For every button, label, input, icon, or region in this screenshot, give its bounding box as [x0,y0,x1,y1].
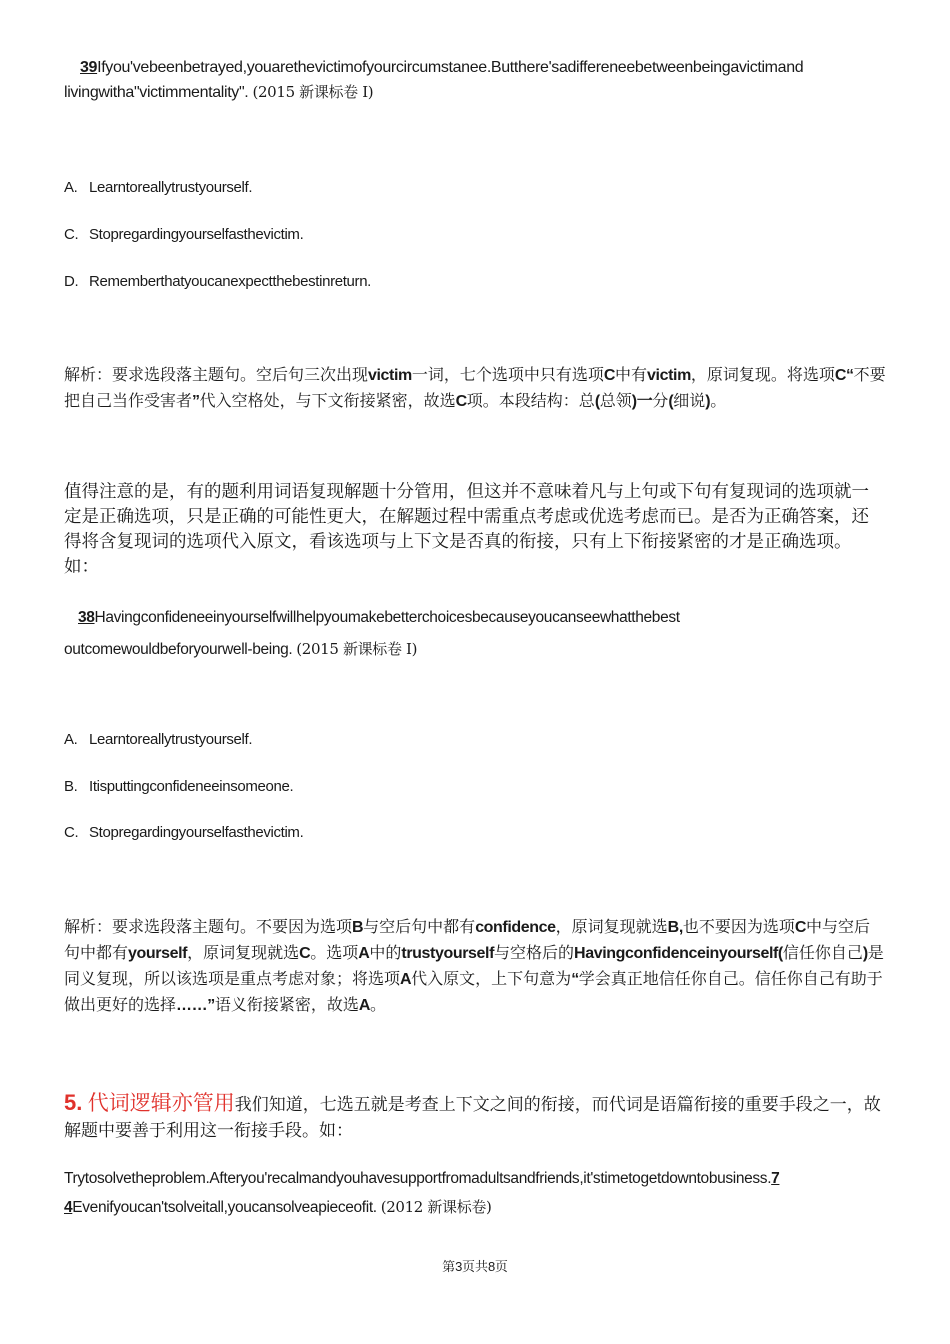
question-number: 4 [64,1199,73,1216]
page-number: 3 [455,1259,462,1274]
question-38 [64,606,886,662]
question-39-line1: 39Ifyou'vebeenbetrayed,youarethevictimofyourcircumstanee.Butthere'sadiffereneebetweenbeingavictimand [80,59,804,76]
section-title: 代词逻辑亦管用 [87,1091,235,1115]
note-paragraph: 值得注意的是，有的题利用词语复现解题十分管用，但这并不意味着凡与上句或下句有复现词的选项就一定是正确选项，只是正确的可能性更大，在解题过程中需重点考虑或优选考虑而已。是否为正确答案，还得将含复现词的选项代入原文，看该选项与上下文是否真的衔接，只有上下衔接紧密的才是正确选项。如： [64,482,869,577]
option-a: A. Learntoreallytrustyourself. [64,731,253,748]
question-number: 7 [771,1170,780,1187]
question-39-line2: livingwitha"victimmentality". (2015 新课标卷 I) [64,83,374,101]
question-74: Trytosolvetheproblem.Afteryou'recalmandyouhavesupportfromadultsandfriends,it'stimetogetdowntobusiness.7 4Evenifyoucan'tsolveitall,youcansolveapieceofit. (2012 新课标卷) [64,1170,780,1216]
option-c: C. Stopregardingyourselfasthevictim. [64,824,304,841]
option-c: C. Stopregardingyourselfasthevictim. [64,226,304,243]
question-source: (2015 新课标卷 I) [296,640,418,658]
section-text: 我们知道，七选五就是考查上下文之间的衔接，而代词是语篇衔接的重要手段之一，故解题中要善于利用这一衔接手段。如： [64,1095,881,1141]
page-total: 8 [488,1259,495,1274]
section-5 [64,1090,886,1144]
option-a: A. Learntoreallytrustyourself. [64,179,253,196]
question-39 [64,56,886,105]
analysis-38: 解析：要求选段落主题句。不要因为选项B与空后句中都有confidence，原词复现就选B,也不要因为选项C中与空后句中都有yourself，原词复现就选C。选项A中的trustyourself与空格后的Havingconfidenceinyourself(信任你自己)是同义复现，所以该选项是重点考虑对象；将选项A代入原文，上下句意为“学会真正地信任你自己。信任你自己有助于做出更好的选择……”语义衔接紧密，故选A。 [64,917,884,1014]
question-38-line2: outcomewouldbeforyourwell-being. (2015 新课标卷 I) [64,640,418,658]
option-d: D. Rememberthatyoucanexpectthebestinreturn. [64,273,372,290]
page-footer: 第3页共8页 [442,1259,508,1275]
question-number: 38 [78,609,95,626]
section-number: 5. [64,1090,83,1115]
question-number: 39 [80,59,98,76]
question-source: (2015 新课标卷 I) [252,83,374,101]
question-source: (2012 新课标卷) [380,1198,492,1216]
option-b: B. Itisputtingconfideneeinsomeone. [64,778,294,795]
question-38-line1: 38Havingconfideneeinyourselfwillhelpyoumakebetterchoicesbecauseyoucanseewhatthebest [78,609,680,626]
analysis-39: 解析：要求选段落主题句。空后句三次出现victim一词，七个选项中只有选项C中有victim，原词复现。将选项C“不要把自己当作受害者”代入空格处，与下文衔接紧密，故选C项。本段结构：总(总领)一分(细说)。 [64,365,886,410]
